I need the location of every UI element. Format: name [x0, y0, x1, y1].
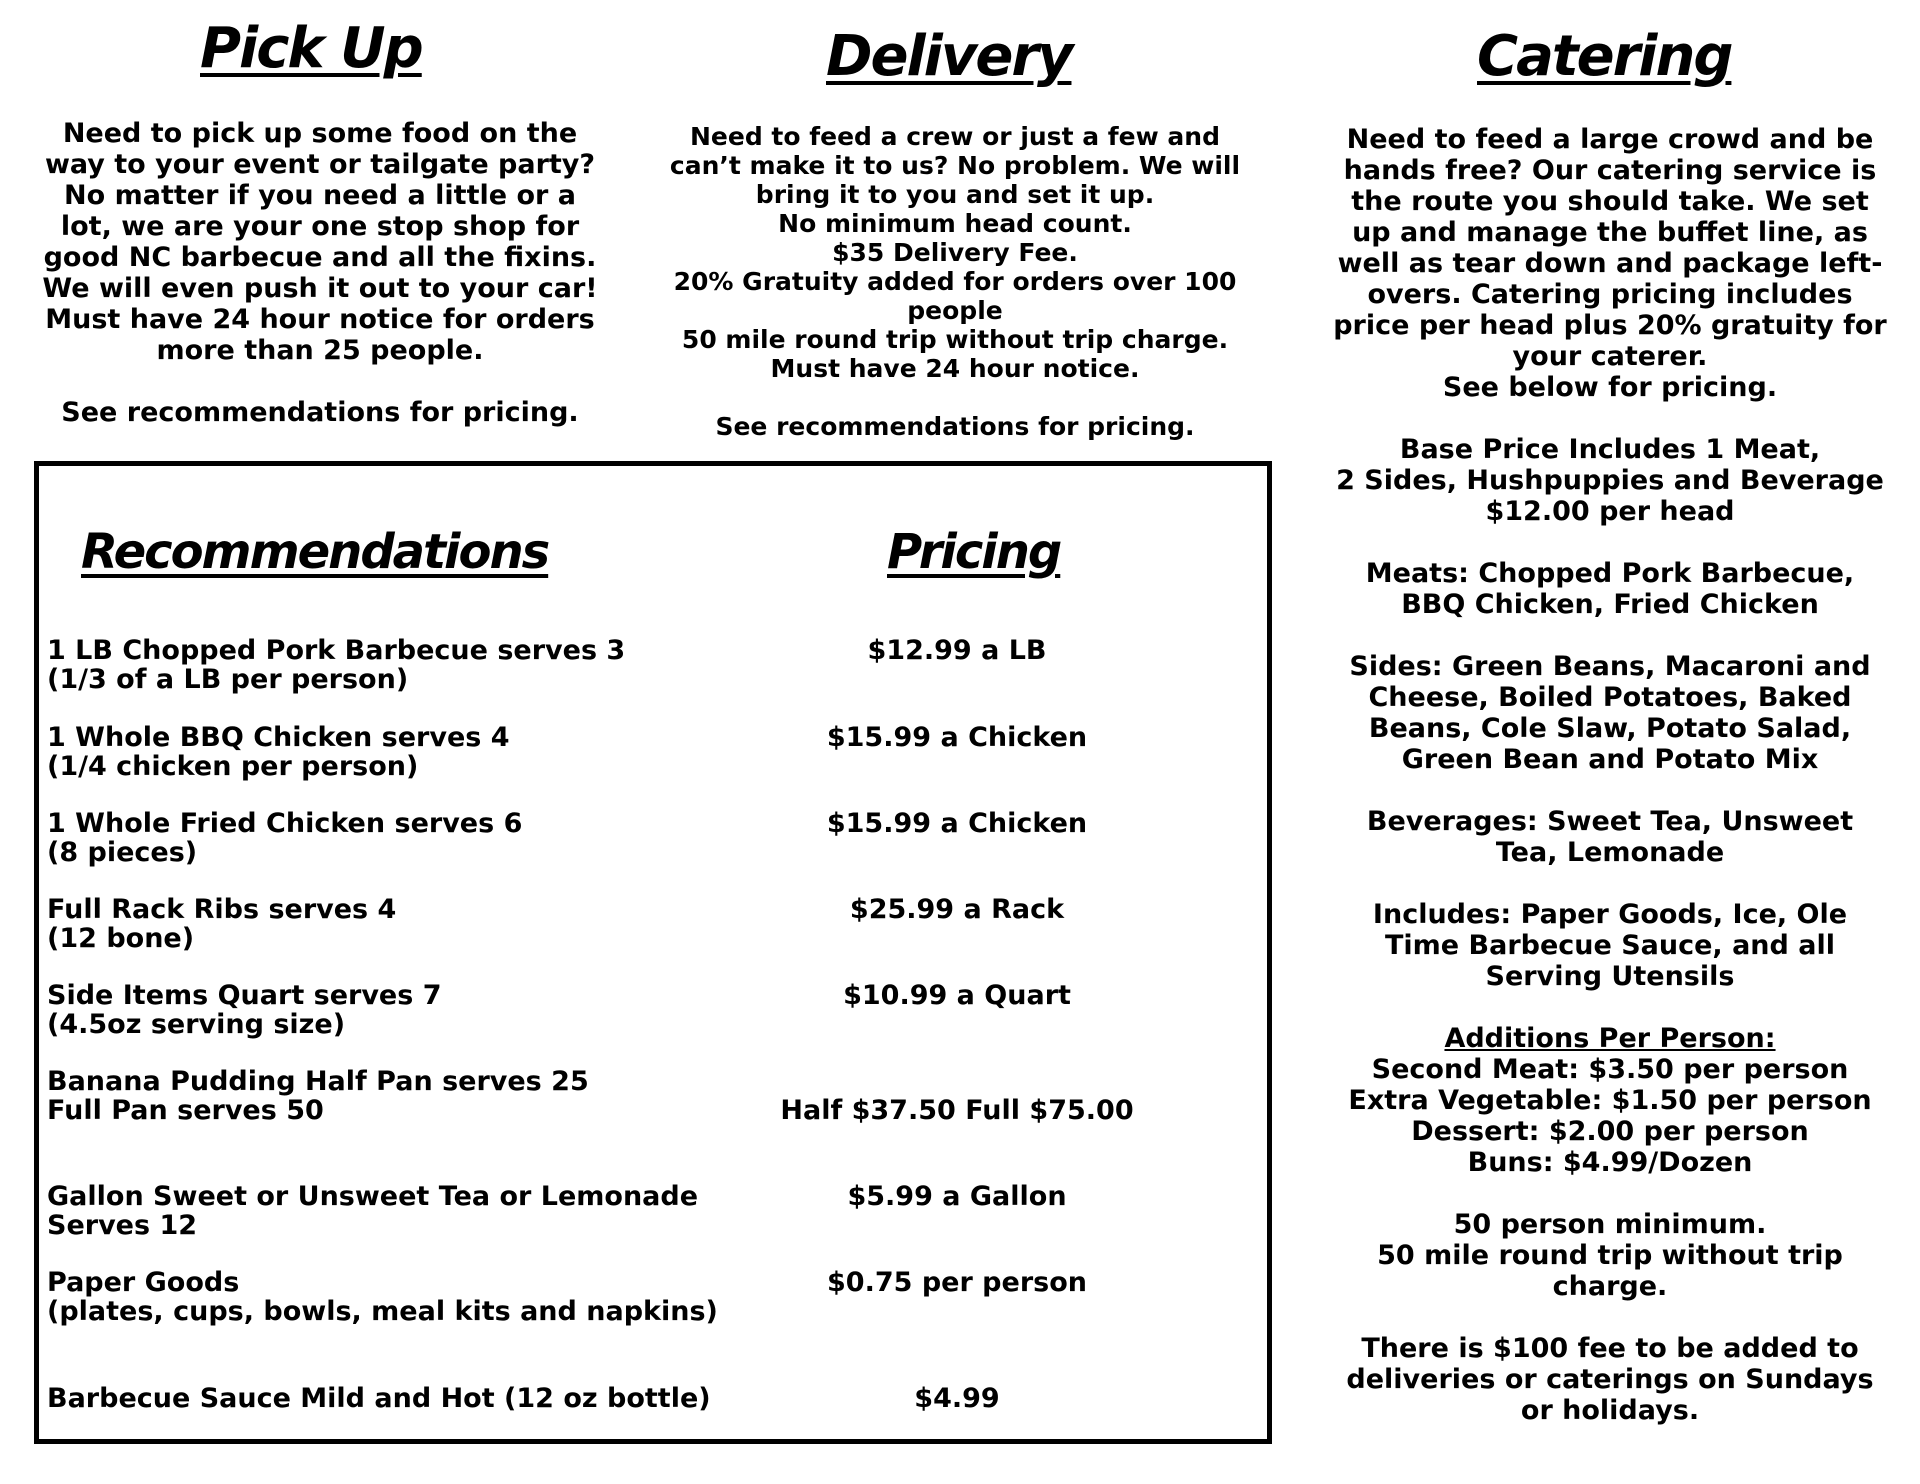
delivery-title: Delivery	[826, 24, 1072, 89]
item-price: $15.99 a Chicken	[826, 808, 1088, 839]
item-name: Side Items Quart serves 7	[47, 980, 442, 1011]
pickup-line: lot, we are your one stop shop for	[60, 211, 580, 242]
pickup-line: more than 25 people.	[156, 335, 484, 366]
item-description	[47, 1268, 1275, 1326]
catering-base-line: Base Price Includes 1 Meat,	[1399, 434, 1821, 465]
catering-intro-line: hands free? Our catering service is	[1343, 155, 1877, 186]
catering-intro-line: price per head plus 20% gratuity for	[1333, 310, 1887, 341]
list-item	[47, 981, 1275, 1039]
list-item	[47, 895, 1275, 953]
pricing-title: Pricing	[887, 524, 1061, 580]
list-item	[47, 1182, 1275, 1240]
catering-intro-line: overs. Catering pricing includes	[1367, 279, 1853, 310]
delivery-footer: See recommendations for pricing.	[715, 412, 1195, 441]
item-detail: Serves 12	[47, 1210, 198, 1241]
pickup-line: Must have 24 hour notice for orders	[45, 304, 595, 335]
item-detail: (8 pieces)	[47, 837, 198, 868]
catering-meats-line: BBQ Chicken, Fried Chicken	[1401, 589, 1819, 620]
additions-line: Second Meat: $3.50 per person	[1371, 1054, 1849, 1085]
pickup-footer: See recommendations for pricing.	[61, 397, 579, 428]
catering-sides-line: Cheese, Boiled Potatoes, Baked	[1368, 682, 1852, 713]
pickup-description	[20, 118, 620, 428]
additions-heading: Additions Per Person:	[1444, 1023, 1776, 1054]
item-name: 1 Whole Fried Chicken serves 6	[47, 808, 523, 839]
list-item	[47, 723, 1275, 781]
delivery-line: can’t make it to us? No problem. We will	[669, 151, 1241, 180]
item-detail: (1/4 chicken per person)	[47, 751, 419, 782]
catering-includes-line: Serving Utensils	[1485, 961, 1735, 992]
catering-fee-line: or holidays.	[1520, 1395, 1700, 1426]
item-name: Barbecue Sauce Mild and Hot (12 oz bottle)	[47, 1383, 711, 1414]
catering-beverages-line: Beverages: Sweet Tea, Unsweet	[1366, 806, 1854, 837]
item-description	[47, 1384, 1275, 1413]
catering-intro-line: See below for pricing.	[1442, 372, 1778, 403]
item-price: $0.75 per person	[827, 1267, 1087, 1298]
item-price: $25.99 a Rack	[849, 894, 1065, 925]
catering-intro-line: up and manage the buffet line, as	[1352, 217, 1868, 248]
item-price: $4.99	[914, 1383, 1000, 1414]
catering-sides-line: Sides: Green Beans, Macaroni and	[1349, 651, 1871, 682]
catering-intro-line: Need to feed a large crowd and be	[1346, 124, 1874, 155]
catering-intro-line: well as tear down and package left-	[1337, 248, 1883, 279]
catering-beverages-line: Tea, Lemonade	[1495, 837, 1725, 868]
item-detail: (12 bone)	[47, 923, 195, 954]
delivery-line: 20% Gratuity added for orders over 100	[673, 267, 1237, 296]
item-price: $12.99 a LB	[867, 635, 1047, 666]
item-price: $10.99 a Quart	[843, 980, 1071, 1011]
item-name: Gallon Sweet or Unsweet Tea or Lemonade	[47, 1181, 699, 1212]
delivery-line: 50 mile round trip without trip charge.	[681, 325, 1229, 354]
catering-sides-line: Green Bean and Potato Mix	[1401, 744, 1819, 775]
item-detail: (4.5oz serving size)	[47, 1009, 346, 1040]
pickup-line: Need to pick up some food on the	[62, 118, 578, 149]
recommendations-title: Recommendations	[81, 524, 549, 580]
catering-base-line: 2 Sides, Hushpuppies and Beverage	[1336, 465, 1884, 496]
delivery-description	[655, 122, 1255, 441]
item-name: 1 LB Chopped Pork Barbecue serves 3	[47, 635, 626, 666]
item-name: Paper Goods	[47, 1267, 240, 1298]
catering-intro-line: the route you should take. We set	[1351, 186, 1869, 217]
item-price: $15.99 a Chicken	[826, 722, 1088, 753]
item-description	[47, 809, 1275, 867]
item-detail: (plates, cups, bowls, meal kits and napkins)	[47, 1296, 718, 1327]
pickup-line: good NC barbecue and all the fixins.	[43, 242, 597, 273]
item-price: $5.99 a Gallon	[847, 1181, 1067, 1212]
item-description	[47, 636, 1275, 694]
catering-meats-line: Meats: Chopped Pork Barbecue,	[1365, 558, 1855, 589]
item-detail: Full Pan serves 50	[47, 1095, 324, 1126]
additions-line: Dessert: $2.00 per person	[1411, 1116, 1809, 1147]
recommendations-box	[34, 461, 1272, 1444]
list-item	[47, 1067, 1275, 1125]
item-name: Full Rack Ribs serves 4	[47, 894, 397, 925]
item-description	[47, 1182, 1275, 1240]
additions-line: Extra Vegetable: $1.50 per person	[1348, 1085, 1872, 1116]
pickup-line: No matter if you need a little or a	[64, 180, 576, 211]
pickup-line: We will even push it out to your car!	[42, 273, 598, 304]
delivery-line: bring it to you and set it up.	[755, 180, 1155, 209]
catering-base-price: $12.00 per head	[1485, 496, 1735, 527]
catering-includes-line: Includes: Paper Goods, Ice, Ole	[1372, 899, 1848, 930]
list-item	[47, 1268, 1275, 1326]
catering-minimum-line: 50 person minimum.	[1453, 1209, 1767, 1240]
item-detail: (1/3 of a LB per person)	[47, 664, 409, 695]
delivery-line: Need to feed a crew or just a few and	[689, 122, 1220, 151]
catering-fee-line: deliveries or caterings on Sundays	[1346, 1364, 1874, 1395]
item-name: Banana Pudding Half Pan serves 25	[47, 1066, 589, 1097]
catering-intro-line: your caterer.	[1512, 341, 1708, 372]
delivery-line: Must have 24 hour notice.	[770, 354, 1140, 383]
item-description	[47, 723, 1275, 781]
catering-description	[1310, 124, 1910, 1426]
item-description	[47, 981, 1275, 1039]
pickup-title: Pick Up	[200, 16, 422, 81]
item-description	[47, 895, 1275, 953]
item-price: Half $37.50 Full $75.00	[780, 1095, 1134, 1126]
catering-includes-line: Time Barbecue Sauce, and all	[1385, 930, 1835, 961]
list-item	[47, 809, 1275, 867]
delivery-line: people	[907, 296, 1003, 325]
additions-line: Buns: $4.99/Dozen	[1467, 1147, 1753, 1178]
catering-fee-line: There is $100 fee to be added to	[1361, 1333, 1859, 1364]
delivery-line: $35 Delivery Fee.	[832, 238, 1078, 267]
catering-sides-line: Beans, Cole Slaw, Potato Salad,	[1368, 713, 1852, 744]
catering-minimum-line: charge.	[1552, 1271, 1668, 1302]
list-item	[47, 1384, 1275, 1413]
catering-minimum-line: 50 mile round trip without trip	[1377, 1240, 1843, 1271]
pickup-line: way to your event or tailgate party?	[44, 149, 596, 180]
catering-title: Catering	[1477, 24, 1732, 89]
delivery-line: No minimum head count.	[778, 209, 1132, 238]
item-name: 1 Whole BBQ Chicken serves 4	[47, 722, 510, 753]
list-item	[47, 636, 1275, 694]
